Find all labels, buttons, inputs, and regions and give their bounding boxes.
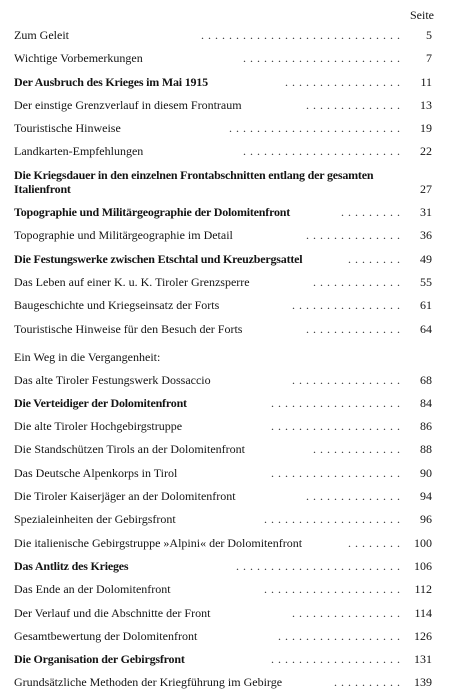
toc-entry [14,228,432,242]
toc-entry-page: 86 [420,419,432,434]
toc-leader-dots: ................. [285,74,404,89]
column-header-seite: Seite [410,8,434,22]
toc-entry-page: 55 [420,274,432,289]
toc-entry-title: Touristische Hinweise für den Besuch der Forts [14,321,243,336]
toc-entry-page: 36 [420,228,432,243]
toc-entry [14,51,432,65]
toc-leader-dots: ........................ [236,558,404,573]
toc-entry [14,629,432,643]
toc-entry [14,298,432,312]
toc-entry-title: Der Ausbruch des Krieges im Mai 1915 [14,74,208,89]
toc-leader-dots: ................ [292,605,404,620]
toc-entry-page: 5 [426,28,432,42]
toc-leader-dots: .......... [334,675,404,690]
toc-entry-page: 11 [420,74,432,89]
toc-entry-title: Die italienische Gebirgstruppe »Alpini« der Dolomitenfront [14,535,303,550]
toc-entry-page: 19 [420,121,432,136]
toc-entry [14,28,432,42]
toc-leader-dots: .............. [306,321,404,336]
toc-entry-title: Topographie und Militärgeographie der Dolomitenfront [14,205,291,220]
toc-entry-page: 88 [420,442,432,457]
toc-leader-dots: .............. [306,97,404,112]
toc-entry-page: 96 [420,512,432,527]
toc-entry-page: 27 [420,181,432,196]
toc-entry-title: Landkarten-Empfehlungen [14,144,144,159]
toc-entry-page: 139 [414,675,432,690]
toc-entry [14,652,432,666]
toc-leader-dots: ............................. [201,28,404,42]
toc-leader-dots: ................... [271,395,404,410]
toc-entry-page: 68 [420,372,432,387]
toc-entry [14,275,432,289]
toc-leader-dots: .................... [264,512,404,527]
toc-leader-dots: ......... [341,205,404,220]
toc-entry-page: 7 [426,51,432,66]
toc-entry [14,536,432,550]
toc-leader-dots: ........ [348,251,404,266]
toc-entry [14,144,432,158]
toc-entry-title: Die Verteidiger der Dolomitenfront [14,395,187,410]
toc-entry [14,489,432,503]
toc-entry [14,168,432,196]
toc-entry-page: 64 [420,321,432,336]
toc-entry-page: 90 [420,465,432,480]
toc-entry [14,606,432,620]
toc-entry-page: 61 [420,298,432,313]
toc-leader-dots: ........ [348,535,404,550]
toc-entry [14,582,432,596]
toc-entry-title: Wichtige Vorbemerkungen [14,51,143,66]
toc-entry-page: 22 [420,144,432,159]
toc-leader-dots: .............. [306,489,404,504]
toc-entry-page: 106 [414,558,432,573]
toc-leader-dots: .................. [278,628,404,643]
toc-entry-title: Die alte Tiroler Hochgebirgstruppe [14,419,183,434]
toc-entry-title: Zum Geleit [14,28,69,42]
toc-leader-dots: ....................... [243,144,404,159]
toc-entry-page: 94 [420,489,432,504]
toc-entry [14,205,432,219]
toc-entry-title: Spezialeinheiten der Gebirgsfront [14,512,176,527]
toc-entry [14,512,432,526]
toc-entry-title: Der Verlauf und die Abschnitte der Front [14,605,211,620]
toc-entry-page: 13 [420,97,432,112]
toc-leader-dots: ............. [313,442,404,457]
toc-entry-page: 114 [414,605,432,620]
toc-entry-title: Das Antlitz des Krieges [14,558,129,573]
toc-leader-dots: ................ [292,298,404,313]
toc-entry-title: Das Ende an der Dolomitenfront [14,582,171,597]
toc-entry [14,559,432,573]
toc-entry [14,252,432,266]
toc-entry [14,396,432,410]
toc-list-main [14,28,432,336]
toc-entry-title: Die Festungswerke zwischen Etschtal und Kreuzbergsattel [14,251,303,266]
toc-entry-title: Das Deutsche Alpenkorps in Tirol [14,465,178,480]
toc-entry-page: 100 [414,535,432,550]
toc-entry [14,466,432,480]
toc-leader-dots: .............. [306,228,404,243]
toc-entry [14,121,432,135]
section-heading: Ein Weg in die Vergangenheit: [14,349,161,364]
toc-entry [14,373,432,387]
toc-entry [14,419,432,433]
toc-entry-title: Der einstige Grenzverlauf in diesem Frontraum [14,97,242,112]
toc-entry [14,98,432,112]
toc-entry-title: Das alte Tiroler Festungswerk Dossaccio [14,372,211,387]
toc-leader-dots: ............. [313,274,404,289]
toc-entry-page: 49 [420,251,432,266]
toc-entry [14,442,432,456]
toc-entry-title: Touristische Hinweise [14,121,121,136]
toc-entry-title: Das Leben auf einer K. u. K. Tiroler Grenzsperre [14,274,250,289]
toc-entry [14,75,432,89]
toc-entry-title: Die Organisation der Gebirgsfront [14,652,185,667]
toc-leader-dots: ................... [271,465,404,480]
toc-list-section [14,373,432,690]
toc-entry-page: 126 [414,628,432,643]
toc-leader-dots: ................ [292,372,404,387]
toc-entry-title: Baugeschichte und Kriegseinsatz der Forts [14,298,220,313]
toc-entry-title: Grundsätzliche Methoden der Kriegführung im Gebirge [14,675,283,690]
toc-entry [14,675,432,689]
table-of-contents [14,28,432,699]
toc-entry-title: Topographie und Militärgeographie im Detail [14,228,233,243]
toc-entry-page: 131 [414,652,432,667]
toc-entry-title: Gesamtbewertung der Dolomitenfront [14,628,198,643]
toc-leader-dots: ....................... [243,51,404,66]
toc-leader-dots: .................... [264,582,404,597]
toc-leader-dots: ......................... [229,121,404,136]
toc-leader-dots: ................... [271,419,404,434]
toc-entry-page: 112 [414,582,432,597]
toc-entry-title: Die Tiroler Kaiserjäger an der Dolomitenfront [14,489,236,504]
toc-leader-dots: ................... [271,652,404,667]
toc-entry [14,322,432,336]
toc-entry-page: 31 [420,205,432,220]
toc-entry-title: Die Standschützen Tirols an der Dolomitenfront [14,442,245,457]
toc-entry-page: 84 [420,395,432,410]
toc-entry-title: Die Kriegsdauer in den einzelnen Frontabschnitten entlang der gesamten Italienfront [14,167,374,196]
